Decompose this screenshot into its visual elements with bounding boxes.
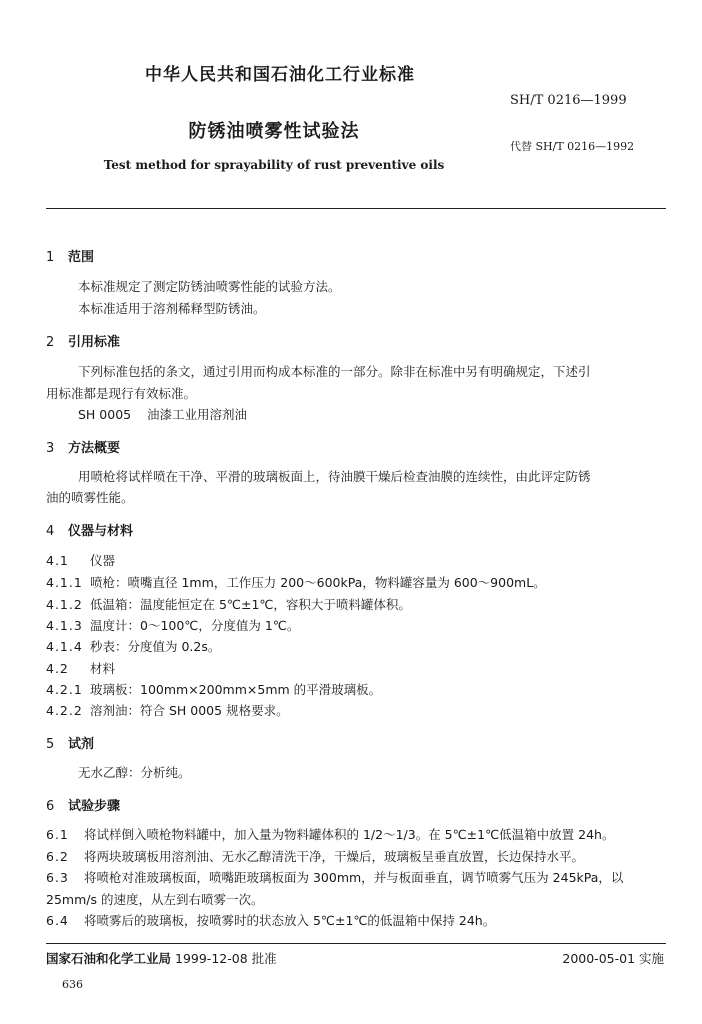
page-number: 636 [62,978,83,991]
clause-4-1-3: 4.1.3 温度计：0～100℃，分度值为 1℃。 [46,618,300,633]
header-rule [46,208,666,209]
section-6-heading: 6 试验步骤 [46,799,121,814]
approval-date: 1999-12-08 批准 [175,951,277,966]
section-3-para-line-1: 用喷枪将试样喷在干净、平滑的玻璃板面上，待油膜干燥后检查油膜的连续性，由此评定防锈 [78,469,591,484]
clause-4-2-2: 4.2.2 溶剂油：符合 SH 0005 规格要求。 [46,703,289,718]
clause-6-2: 6.2 将两块玻璃板用溶剂油、无水乙醇清洗干净，干燥后，玻璃板呈垂直放置，长边保持水平。 [46,849,585,864]
clause-4-1-4: 4.1.4 秒表：分度值为 0.2s。 [46,639,221,654]
section-5-para: 无水乙醇：分析纯。 [78,765,191,780]
clause-6-3-continued: 25mm/s 的速度，从左到右喷雾一次。 [46,892,264,907]
clause-4-1: 4.1 仪器 [46,553,116,568]
approval-line [46,949,277,967]
referenced-standard: SH 0005 油漆工业用溶剂油 [78,407,248,422]
clause-6-4: 6.4 将喷雾后的玻璃板，按喷雾时的状态放入 5℃±1℃的低温箱中保持 24h。 [46,913,496,928]
replaces-note: 代替 SH/T 0216—1992 [510,140,635,153]
section-1-para-2: 本标准适用于溶剂稀释型防锈油。 [78,301,266,316]
implementation-date: 2000-05-01 实施 [562,951,664,966]
issuing-authority: 国家石油和化学工业局 [46,951,172,966]
section-1-para-1: 本标准规定了测定防锈油喷雾性能的试验方法。 [78,279,341,294]
section-5-heading: 5 试剂 [46,737,95,752]
clause-4-2-1: 4.2.1 玻璃板：100mm×200mm×5mm 的平滑玻璃板。 [46,682,382,697]
section-1-heading: 1 范围 [46,250,95,265]
clause-6-3: 6.3 将喷枪对准玻璃板面，喷嘴距玻璃板面为 300mm，并与板面垂直，调节喷雾气压为 245kPa，以 [46,870,624,885]
section-2-para-line-1: 下列标准包括的条文，通过引用而构成本标准的一部分。除非在标准中另有明确规定，下述引 [78,364,591,379]
english-title: Test method for sprayability of rust preventive oils [103,158,445,172]
section-4-heading: 4 仪器与材料 [46,524,134,539]
clause-4-2: 4.2 材料 [46,661,116,676]
section-2-para-line-2: 用标准都是现行有效标准。 [46,386,197,401]
section-3-heading: 3 方法概要 [46,441,121,456]
section-3-para-line-2: 油的喷雾性能。 [46,490,134,505]
standard-code: SH/T 0216—1999 [510,93,627,108]
standard-category-title: 中华人民共和国石油化工行业标准 [145,65,415,85]
clause-4-1-2: 4.1.2 低温箱：温度能恒定在 5℃±1℃，容积大于喷料罐体积。 [46,597,411,612]
section-2-heading: 2 引用标准 [46,335,121,350]
clause-4-1-1: 4.1.1 喷枪：喷嘴直径 1mm，工作压力 200～600kPa，物料罐容量为 600～900mL。 [46,575,546,590]
footer-rule [46,943,666,944]
document-title: 防锈油喷雾性试验法 [188,121,360,142]
clause-6-1: 6.1 将试样倒入喷枪物料罐中，加入量为物料罐体积的 1/2～1/3。在 5℃±1℃低温箱中放置 24h。 [46,827,615,842]
